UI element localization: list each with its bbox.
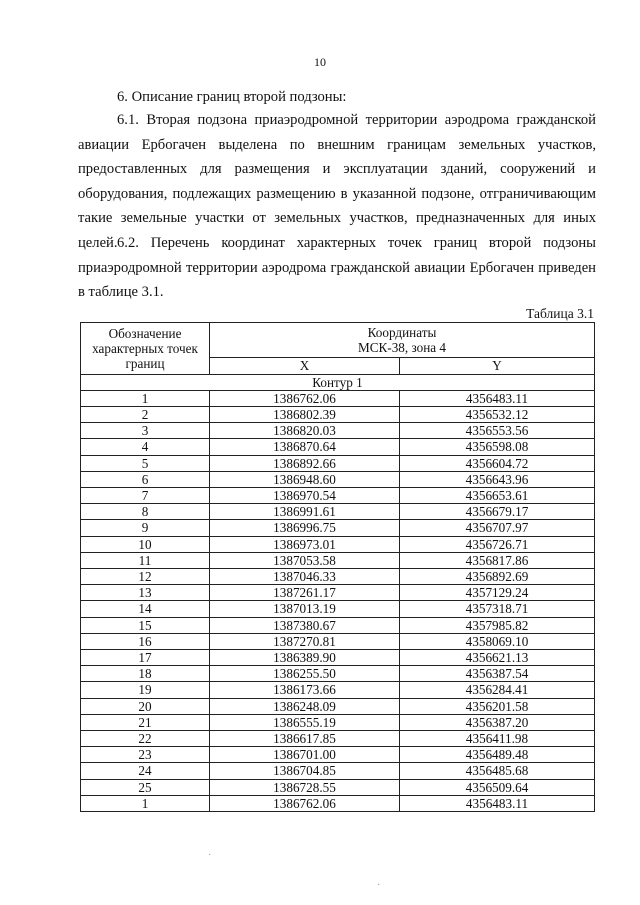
table-row <box>81 666 595 682</box>
table-row <box>81 471 595 487</box>
point-number: 20 <box>81 698 210 714</box>
point-number: 4 <box>81 439 210 455</box>
table-row <box>81 763 595 779</box>
coord-y: 4356387.20 <box>400 714 595 730</box>
coord-y: 4356726.71 <box>400 536 595 552</box>
table-row <box>81 407 595 423</box>
coord-x: 1386255.50 <box>210 666 400 682</box>
table-row <box>81 504 595 520</box>
table-row <box>81 585 595 601</box>
coord-x: 1386802.39 <box>210 407 400 423</box>
header-x: X <box>210 358 400 374</box>
coord-y: 4356532.12 <box>400 407 595 423</box>
coord-y: 4356553.56 <box>400 423 595 439</box>
point-number: 12 <box>81 569 210 585</box>
point-number: 10 <box>81 536 210 552</box>
point-number: 3 <box>81 423 210 439</box>
point-number: 19 <box>81 682 210 698</box>
point-number: 2 <box>81 407 210 423</box>
coord-y: 4356411.98 <box>400 731 595 747</box>
coord-y: 4356201.58 <box>400 698 595 714</box>
header-point-designation: Обозначение характерных точек границ <box>81 323 210 375</box>
page-number: 10 <box>314 55 326 69</box>
coord-x: 1386996.75 <box>210 520 400 536</box>
coord-y: 4358069.10 <box>400 633 595 649</box>
header-coordinates <box>210 323 595 358</box>
point-number: 23 <box>81 747 210 763</box>
point-number: 24 <box>81 763 210 779</box>
point-number: 16 <box>81 633 210 649</box>
coord-x: 1386820.03 <box>210 423 400 439</box>
coord-x: 1386248.09 <box>210 698 400 714</box>
point-number: 7 <box>81 488 210 504</box>
coord-y: 4356892.69 <box>400 569 595 585</box>
section-heading: 6. Описание границ второй подзоны: <box>117 89 347 105</box>
header-y: Y <box>400 358 595 374</box>
coord-x: 1386970.54 <box>210 488 400 504</box>
table-row <box>81 682 595 698</box>
coord-y: 4356483.11 <box>400 390 595 406</box>
table-caption: Таблица 3.1 <box>526 306 594 321</box>
coord-y: 4356485.68 <box>400 763 595 779</box>
header-coordinates-system: МСК-38, зона 4 <box>357 340 447 356</box>
coord-x: 1387053.58 <box>210 552 400 568</box>
coord-x: 1387013.19 <box>210 601 400 617</box>
coord-x: 1386948.60 <box>210 471 400 487</box>
table-row <box>81 423 595 439</box>
scan-mark: · <box>208 850 212 861</box>
coord-y: 4357318.71 <box>400 601 595 617</box>
coord-y: 4356817.86 <box>400 552 595 568</box>
point-number: 22 <box>81 731 210 747</box>
coord-x: 1386555.19 <box>210 714 400 730</box>
coord-x: 1386762.06 <box>210 795 400 811</box>
table-row <box>81 520 595 536</box>
coord-x: 1386991.61 <box>210 504 400 520</box>
table-row <box>81 698 595 714</box>
point-number: 17 <box>81 650 210 666</box>
point-number: 25 <box>81 779 210 795</box>
coord-y: 4356707.97 <box>400 520 595 536</box>
table-row <box>81 633 595 649</box>
point-number: 18 <box>81 666 210 682</box>
coord-y: 4356679.17 <box>400 504 595 520</box>
coord-x: 1387270.81 <box>210 633 400 649</box>
coord-x: 1386173.66 <box>210 682 400 698</box>
coord-x: 1386870.64 <box>210 439 400 455</box>
coordinates-table <box>80 322 595 812</box>
table-body <box>81 374 595 811</box>
coord-x: 1386892.66 <box>210 455 400 471</box>
coord-x: 1386704.85 <box>210 763 400 779</box>
scan-mark: · <box>377 880 381 891</box>
coord-x: 1386701.00 <box>210 747 400 763</box>
coord-y: 4356604.72 <box>400 455 595 471</box>
table-row <box>81 731 595 747</box>
paragraph-6-1: 6.1. Вторая подзона приаэродромной территории аэродрома гражданской авиации Ербогачен выделена по внешним границам земельных участков, предоставленных для размещения и эксплуатации зданий, сооружений и оборудования, подлежащих размещению в указанной подзоне, отграничивающим такие земельные участки от земельных участков, предназначенных для иных целей. <box>78 112 596 251</box>
coord-y: 4356509.64 <box>400 779 595 795</box>
table-row <box>81 795 595 811</box>
point-number: 11 <box>81 552 210 568</box>
point-number: 21 <box>81 714 210 730</box>
coord-y: 4356653.61 <box>400 488 595 504</box>
table-row <box>81 390 595 406</box>
table-row <box>81 650 595 666</box>
coord-x: 1386389.90 <box>210 650 400 666</box>
point-number: 5 <box>81 455 210 471</box>
point-number: 1 <box>81 390 210 406</box>
coord-y: 4356489.48 <box>400 747 595 763</box>
coord-y: 4356483.11 <box>400 795 595 811</box>
table-row <box>81 617 595 633</box>
point-number: 15 <box>81 617 210 633</box>
table-row <box>81 439 595 455</box>
coord-y: 4356387.54 <box>400 666 595 682</box>
header-coordinates-title: Координаты <box>367 325 437 340</box>
coord-y: 4357129.24 <box>400 585 595 601</box>
table-row <box>81 455 595 471</box>
coord-y: 4356598.08 <box>400 439 595 455</box>
table-row <box>81 601 595 617</box>
point-number: 13 <box>81 585 210 601</box>
contour-label: Контур 1 <box>81 374 595 390</box>
coord-x: 1387261.17 <box>210 585 400 601</box>
table-row <box>81 714 595 730</box>
point-number: 9 <box>81 520 210 536</box>
table-row <box>81 747 595 763</box>
table-row <box>81 488 595 504</box>
table-row <box>81 779 595 795</box>
coord-x: 1387046.33 <box>210 569 400 585</box>
coord-y: 4357985.82 <box>400 617 595 633</box>
point-number: 1 <box>81 795 210 811</box>
coord-y: 4356643.96 <box>400 471 595 487</box>
coord-x: 1386762.06 <box>210 390 400 406</box>
point-number: 6 <box>81 471 210 487</box>
point-number: 14 <box>81 601 210 617</box>
table-row <box>81 569 595 585</box>
table-row <box>81 552 595 568</box>
coord-x: 1387380.67 <box>210 617 400 633</box>
coord-x: 1386728.55 <box>210 779 400 795</box>
point-number: 8 <box>81 504 210 520</box>
coord-y: 4356621.13 <box>400 650 595 666</box>
table-row <box>81 536 595 552</box>
coord-y: 4356284.41 <box>400 682 595 698</box>
coord-x: 1386973.01 <box>210 536 400 552</box>
coord-x: 1386617.85 <box>210 731 400 747</box>
paragraph-6-2: 6.2. Перечень координат характерных точек границ второй подзоны приаэродромной территории аэродрома гражданской авиации Ербогачен приведен в таблице 3.1. <box>78 235 596 300</box>
